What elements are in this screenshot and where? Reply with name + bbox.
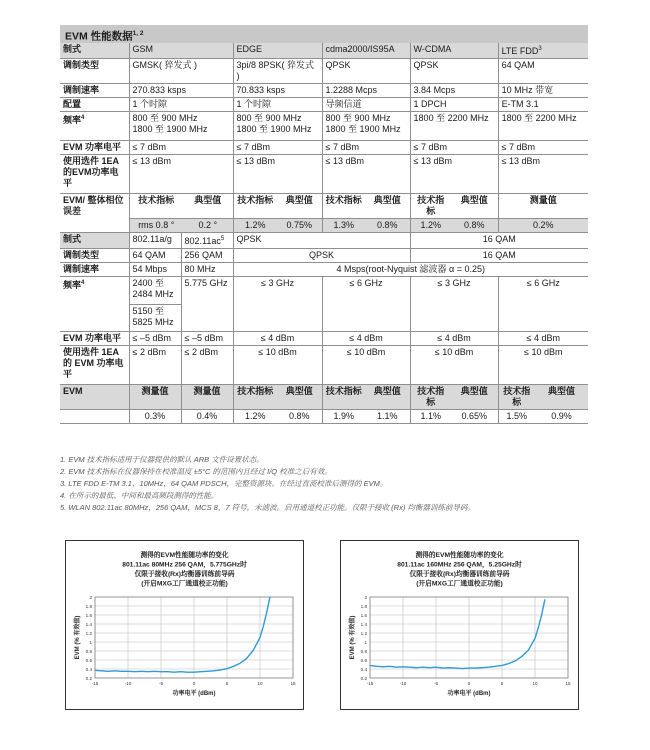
f-qpsk: QPSK [233, 233, 410, 249]
ea-cdma: ≤ 13 dBm [322, 155, 410, 194]
chart-title-line: 801.11ac 160MHz 256 QAM，5.25GHz时 [397, 561, 522, 569]
y-tick-label: 1.8 [360, 604, 367, 609]
h2-9: 技术指标 [498, 385, 535, 410]
mod-wcdma: QPSK [410, 59, 498, 84]
hdr-cdma-typ: 典型值 [365, 194, 410, 219]
rate2-1: 54 Mbps [129, 263, 181, 277]
x-tick-label: 10 [532, 681, 538, 686]
chart-title-line: (开启MXG工厂通道校正功能) [141, 580, 228, 588]
label-frequency2-sup: 4 [81, 280, 85, 286]
hdr-wcdma-spec: 技术指标 [410, 194, 451, 219]
x-tick-label: 0 [192, 681, 196, 686]
format-cdma: cdma2000/IS95A [322, 43, 410, 59]
y-tick-label: 1 [364, 640, 367, 645]
freq-lte: 1800 至 2200 MHz [498, 112, 588, 141]
row-format2 [60, 233, 588, 249]
val-wcdma-typ: 0.8% [451, 219, 498, 233]
label-evm-overall: EVM/ 整体相位误差 [60, 194, 129, 233]
y-tick-label: 1.6 [85, 613, 92, 618]
row-rate [60, 84, 588, 98]
freq2-2: 5.775 GHz [181, 277, 233, 332]
label-evm: EVM [60, 385, 129, 410]
ea-lte: ≤ 13 dBm [498, 155, 588, 194]
label-evm-power2: EVM 功率电平 [60, 332, 129, 346]
ea-wcdma: ≤ 13 dBm [410, 155, 498, 194]
x-tick-label: 5 [500, 681, 504, 686]
freq-cdma-a: 800 至 900 MHz [325, 113, 391, 123]
hdr-edge-spec: 技术指标 [233, 194, 277, 219]
pow2-6: ≤ 4 dBm [498, 332, 588, 346]
row-evm-power2 [60, 332, 588, 346]
footnotes [60, 454, 600, 514]
hdr-gsm-spec: 技术指标 [129, 194, 183, 219]
e2-5: 1.9% [322, 410, 365, 424]
rate-gsm: 270.833 ksps [129, 84, 233, 98]
ea2-3: ≤ 10 dBm [233, 346, 322, 385]
x-tick-label: -10 [124, 681, 132, 686]
label-modulation2: 调制类型 [60, 249, 129, 263]
val-gsm-spec: rms 0.8 ° [129, 219, 183, 233]
chart-title-line: 测得的EVM性能随功率的变化 [415, 552, 504, 559]
config-cdma: 导频信道 [322, 98, 410, 112]
label-frequency2-text: 频率 [63, 280, 82, 290]
mod-gsm: GMSK( 猝发式 ) [129, 59, 233, 84]
y-tick-label: 1 [89, 640, 92, 645]
row-evm-header2 [60, 385, 588, 410]
evm-chart-160mhz [340, 540, 579, 710]
h2-2: 测量值 [181, 385, 233, 410]
f-80211ag: 802.11a/g [129, 233, 181, 249]
e2-6: 1.1% [365, 410, 410, 424]
label-frequency-text: 频率 [63, 115, 82, 125]
h2-6: 典型值 [365, 385, 410, 410]
row-evm-1ea2 [60, 346, 588, 385]
freq2-4: ≤ 6 GHz [322, 277, 410, 332]
h2-3: 技术指标 [233, 385, 277, 410]
pow-wcdma: ≤ 7 dBm [410, 141, 498, 155]
chart-title-line: 仅限于接收(Rx)均衡器训练前导码 [134, 571, 235, 578]
footnote: 3. LTE FDD E-TM 3.1，10MHz，64 QAM PDSCH，完整资源块。在经过直流校准后测得的 EVM。 [60, 479, 388, 488]
label-rate: 调制速率 [60, 84, 129, 98]
f-80211ac-sup: 5 [220, 236, 225, 242]
freq-edge-a: 800 至 900 MHz [236, 113, 302, 123]
val-wcdma-spec: 1.2% [410, 219, 451, 233]
label-evm-1ea: 使用选件 1EA 的EVM功率电平 [60, 155, 129, 194]
rate-edge: 70.833 ksps [233, 84, 322, 98]
x-tick-label: -15 [91, 681, 99, 686]
hdr-cdma-spec: 技术指标 [322, 194, 365, 219]
footnote: 5. WLAN 802.11ac 80MHz，256 QAM，MCS 8，7 符号，未滤波。启用通道校正功能。仅限于接收 (Rx) 均衡器训练前导码。 [60, 503, 475, 512]
footnote: 4. 在所示的最低、中间和最高频段测得的性能。 [60, 491, 219, 500]
label-config: 配置 [60, 98, 129, 112]
label-format2: 制式 [60, 233, 129, 249]
pow2-5: ≤ 4 dBm [410, 332, 498, 346]
pow2-4: ≤ 4 dBm [322, 332, 410, 346]
freq-gsm-a: 800 至 900 MHz [132, 113, 198, 123]
row-config [60, 98, 588, 112]
ea2-2: ≤ 2 dBm [181, 346, 233, 385]
config-wcdma: 1 DPCH [410, 98, 498, 112]
freq-edge [233, 112, 322, 141]
f-16qam: 16 QAM [410, 233, 588, 249]
ea-gsm: ≤ 13 dBm [129, 155, 233, 194]
label-modulation: 调制类型 [60, 59, 129, 84]
format-gsm: GSM [129, 43, 233, 59]
mod2-4: 16 QAM [410, 249, 588, 263]
x-tick-label: -5 [433, 681, 439, 686]
ea2-5: ≤ 10 dBm [410, 346, 498, 385]
e2-2: 0.4% [181, 410, 233, 424]
label-rate2: 调制速率 [60, 263, 129, 277]
val-gsm-typ: 0.2 ° [183, 219, 233, 233]
x-axis-label: 功率电平 (dBm) [172, 691, 216, 697]
evm-table-wlan [60, 233, 588, 424]
val-edge-typ: 0.75% [277, 219, 322, 233]
row-modulation2 [60, 249, 588, 263]
y-tick-label: 0.8 [360, 649, 367, 654]
ea2-4: ≤ 10 dBm [322, 346, 410, 385]
config-gsm: 1 个时隙 [129, 98, 233, 112]
mod2-3: QPSK [233, 249, 410, 263]
row-evm-overall-header [60, 194, 588, 219]
freq2-6: ≤ 6 GHz [498, 277, 588, 332]
rate-wcdma: 3.84 Mcps [410, 84, 498, 98]
x-tick-label: 15 [565, 681, 571, 686]
e2-7: 1.1% [410, 410, 451, 424]
chart-title-line: 测得的EVM性能随功率的变化 [140, 552, 229, 559]
label-frequency-sup: 4 [81, 115, 85, 121]
y-tick-label: 0.2 [85, 676, 92, 681]
evm-spec-sheet [60, 25, 588, 424]
freq-gsm-b: 1800 至 1900 MHz [132, 124, 208, 134]
hdr-lte-meas: 测量值 [498, 194, 588, 219]
evm-values2-blank [60, 410, 129, 424]
config-edge: 1 个时隙 [233, 98, 322, 112]
pow2-2: ≤ –5 dBm [181, 332, 233, 346]
label-format: 制式 [60, 43, 129, 59]
y-tick-label: 1.2 [85, 631, 92, 636]
y-tick-label: 2 [89, 595, 92, 600]
y-axis-label: EVM (% 有效值) [350, 615, 356, 660]
y-tick-label: 0.2 [360, 676, 367, 681]
freq2-1 [129, 277, 181, 332]
label-evm-power: EVM 功率电平 [60, 141, 129, 155]
mod2-1: 64 QAM [129, 249, 181, 263]
pow-cdma: ≤ 7 dBm [322, 141, 410, 155]
label-frequency [60, 112, 129, 141]
val-edge-spec: 1.2% [233, 219, 277, 233]
x-axis-label: 功率电平 (dBm) [447, 691, 491, 697]
x-tick-label: 15 [290, 681, 296, 686]
h2-10: 典型值 [535, 385, 588, 410]
chart-title-line: (开启MXG工厂通道校正功能) [416, 580, 503, 588]
h2-7: 技术指标 [410, 385, 451, 410]
row-evm-values2 [60, 410, 588, 424]
row-format [60, 43, 588, 59]
y-tick-label: 1.2 [360, 631, 367, 636]
f-80211ac-label: 802.11ac [184, 236, 221, 246]
chart-title-line: 仅限于接收(Rx)均衡器训练前导码 [409, 571, 510, 578]
ea2-1: ≤ 2 dBm [129, 346, 181, 385]
evm-chart-80mhz [65, 540, 304, 710]
pow2-1: ≤ –5 dBm [129, 332, 181, 346]
evm-table-cellular [60, 43, 588, 233]
config-lte: E-TM 3.1 [498, 98, 588, 112]
freq2-3: ≤ 3 GHz [233, 277, 322, 332]
format-lte-label: LTE FDD [501, 46, 539, 56]
freq-gsm [129, 112, 233, 141]
rate2-2: 80 MHz [181, 263, 233, 277]
table-title: EVM 性能数据 [65, 30, 133, 43]
mod-edge: 3pi/8 8PSK( 猝发式 ) [233, 59, 322, 84]
h2-4: 典型值 [277, 385, 322, 410]
h2-8: 典型值 [451, 385, 498, 410]
x-tick-label: -15 [366, 681, 374, 686]
pow-edge: ≤ 7 dBm [233, 141, 322, 155]
val-lte-meas: 0.2% [498, 219, 588, 233]
y-tick-label: 2 [364, 595, 367, 600]
freq-wcdma: 1800 至 2200 MHz [410, 112, 498, 141]
y-tick-label: 1.4 [85, 622, 92, 627]
y-tick-label: 1.8 [85, 604, 92, 609]
y-axis-label: EVM (% 有效值) [75, 615, 81, 660]
format-edge: EDGE [233, 43, 322, 59]
val-cdma-spec: 1.3% [322, 219, 365, 233]
row-modulation [60, 59, 588, 84]
ea-edge: ≤ 13 dBm [233, 155, 322, 194]
x-tick-label: -5 [158, 681, 164, 686]
rate-cdma: 1.2288 Mcps [322, 84, 410, 98]
table-header [60, 25, 588, 43]
x-tick-label: 5 [225, 681, 229, 686]
f-80211ac [181, 233, 233, 249]
pow-gsm: ≤ 7 dBm [129, 141, 233, 155]
y-tick-label: 0.6 [85, 658, 92, 663]
x-tick-label: -10 [399, 681, 407, 686]
chart-svg [65, 540, 304, 710]
footnote: 1. EVM 技术指标适用于仪器提供的默认 ARB 文件设置状态。 [60, 455, 264, 464]
y-tick-label: 0.8 [85, 649, 92, 654]
rate2-3: 4 Msps(root-Nyquist 滤波器 α = 0.25) [233, 263, 588, 277]
chart-title-line: 801.11ac 80MHz 256 QAM，5.775GHz时 [122, 561, 247, 569]
row-frequency2 [60, 277, 588, 332]
freq2-1b: 5150 至 5825 MHz [132, 306, 174, 327]
row-evm-power [60, 141, 588, 155]
freq2-1a: 2400 至 2484 MHz [130, 277, 181, 305]
e2-4: 0.8% [277, 410, 322, 424]
freq-edge-b: 1800 至 1900 MHz [236, 124, 312, 134]
freq2-5: ≤ 3 GHz [410, 277, 498, 332]
row-evm-overall-values [60, 219, 588, 233]
row-frequency [60, 112, 588, 141]
y-tick-label: 0.4 [360, 667, 367, 672]
label-frequency2 [60, 277, 129, 332]
table-title-sup: 1, 2 [132, 30, 144, 37]
e2-8: 0.65% [451, 410, 498, 424]
hdr-wcdma-typ: 典型值 [451, 194, 498, 219]
freq-cdma [322, 112, 410, 141]
freq-cdma-b: 1800 至 1900 MHz [325, 124, 401, 134]
hdr-gsm-typ: 典型值 [183, 194, 233, 219]
ea2-6: ≤ 10 dBm [498, 346, 588, 385]
val-cdma-typ: 0.8% [365, 219, 410, 233]
format-lte-sup: 3 [538, 46, 542, 52]
h2-5: 技术指标 [322, 385, 365, 410]
x-tick-label: 0 [467, 681, 471, 686]
e2-9: 1.5% [498, 410, 535, 424]
y-tick-label: 1.6 [360, 613, 367, 618]
y-tick-label: 1.4 [360, 622, 367, 627]
e2-10: 0.9% [535, 410, 588, 424]
label-evm-1ea2: 使用选件 1EA 的 EVM 功率电平 [60, 346, 129, 385]
row-evm-1ea [60, 155, 588, 194]
x-tick-label: 10 [257, 681, 263, 686]
h2-1: 测量值 [129, 385, 181, 410]
hdr-edge-typ: 典型值 [277, 194, 322, 219]
format-lte [498, 43, 588, 59]
rate-lte: 10 MHz 带宽 [498, 84, 588, 98]
mod2-2: 256 QAM [181, 249, 233, 263]
mod-lte: 64 QAM [498, 59, 588, 84]
pow-lte: ≤ 7 dBm [498, 141, 588, 155]
mod-cdma: QPSK [322, 59, 410, 84]
e2-3: 1.2% [233, 410, 277, 424]
chart-svg [340, 540, 579, 710]
format-wcdma: W-CDMA [410, 43, 498, 59]
e2-1: 0.3% [129, 410, 181, 424]
row-rate2 [60, 263, 588, 277]
pow2-3: ≤ 4 dBm [233, 332, 322, 346]
footnote: 2. EVM 技术指标在仪器保持在校准温度 ±5°C 的范围内且经过 I/Q 校准之后有效。 [60, 467, 332, 476]
y-tick-label: 0.4 [85, 667, 92, 672]
y-tick-label: 0.6 [360, 658, 367, 663]
